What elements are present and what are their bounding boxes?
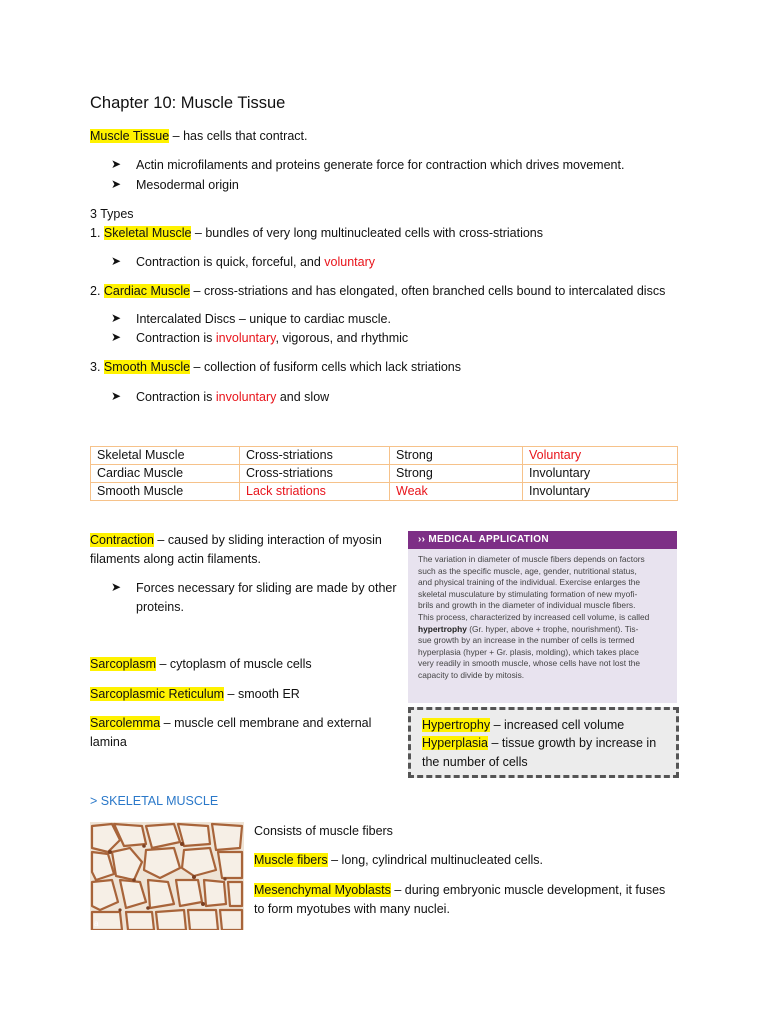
definition-text: – increased cell volume [490,718,625,732]
type-number: 2. [90,284,104,298]
bullet-text: Actin microfilaments and proteins generate force for contraction which drives movement. [136,158,625,172]
body-line: capacity to divide by mitosis. [418,669,525,680]
body-line: skeletal musculature by stimulating formation of new myofi- [418,588,638,599]
table-cell: Involuntary [523,465,678,483]
table-cell: Weak [390,483,523,501]
type-smooth [90,358,461,377]
red-emphasis: involuntary [215,390,277,404]
bullet-text [136,388,329,407]
bullet-text: Intercalated Discs – unique to cardiac muscle. [136,312,391,326]
table-cell: Cardiac Muscle [91,465,240,483]
callout-line [422,734,656,752]
sr-definition [90,685,300,704]
body-line: The variation in diameter of muscle fibers depends on factors [418,554,645,564]
bullet-text [136,329,408,348]
definition-text: – has cells that contract. [169,129,308,143]
bullet-text: proteins. [136,600,184,614]
intro-definition [90,127,307,146]
myoblasts-definition [254,881,665,900]
definition-text: – long, cylindrical multinucleated cells. [327,853,544,867]
bullet-text [136,253,375,272]
callout-line: the number of cells [422,755,528,769]
body-line: sue growth by an increase in the number of cells is termed [418,635,635,646]
sarcoplasm-definition [90,655,312,674]
body-line: brils and growth in the diameter of individual muscle fibers. [418,600,636,611]
table-cell: Skeletal Muscle [91,447,240,465]
muscle-fibers-definition [254,851,543,870]
body-line: very readily in smooth muscle, whose cells have not lost the [418,658,641,669]
type-skeletal [90,224,543,243]
definition-text: filaments along actin filaments. [90,552,261,566]
arrow-bullet-icon: ➤ [111,177,122,191]
table-row [91,483,678,501]
table-cell: Smooth Muscle [91,483,240,501]
muscle-comparison-table [90,446,678,501]
definition-text: – tissue growth by increase in [488,736,657,750]
body-line [418,624,667,636]
hypertrophy-callout [408,707,679,778]
contraction-definition [90,531,382,550]
table-cell: Strong [390,447,523,465]
page-title: Chapter 10: Muscle Tissue [90,94,286,112]
bold-term: hypertrophy [418,623,467,634]
medical-application-body [408,549,677,682]
bullet-part: , vigorous, and rhythmic [275,331,409,345]
table-cell: Lack striations [240,483,390,501]
term-contraction: Contraction [90,533,154,547]
muscle-micrograph-image [90,822,244,930]
definition-text: – during embryonic muscle development, it fuses [390,883,666,897]
arrow-bullet-icon: ➤ [111,389,122,403]
arrow-bullet-icon: ➤ [111,330,122,344]
skeletal-intro: Consists of muscle fibers [254,824,393,838]
arrow-bullet-icon: ➤ [111,580,122,594]
medical-application-box [408,531,677,703]
body-line: This process, characterized by increased cell volume, is called [418,611,650,622]
bullet-text: Forces necessary for sliding are made by other [136,581,397,595]
definition-text: – smooth ER [224,687,300,701]
type-number: 1. [90,226,104,240]
micrograph-cells [90,822,244,930]
term-sarcoplasm: Sarcoplasm [90,657,156,671]
term-sarcoplasmic-reticulum: Sarcoplasmic Reticulum [90,687,225,701]
table-cell: Cross-striations [240,447,390,465]
term-muscle-fibers: Muscle fibers [254,853,328,867]
definition-text: – cytoplasm of muscle cells [156,657,312,671]
bullet-part: Contraction is [136,390,216,404]
arrow-bullet-icon: ➤ [111,157,122,171]
bullet-text: Mesodermal origin [136,178,239,192]
definition-text: – muscle cell membrane and external [160,716,372,730]
types-heading: 3 Types [90,207,134,221]
definition-text: – cross-striations and has elongated, often branched cells bound to intercalated discs [190,284,666,298]
definition-text: – caused by sliding interaction of myosin [153,533,382,547]
medical-application-header: ›› MEDICAL APPLICATION [408,531,677,549]
body-line: and physical training of the individual. Exercise enlarges the [418,577,641,588]
body-line: hyperplasia (hyper + Gr. plasis, molding), which takes place [418,646,639,657]
arrow-bullet-icon: ➤ [111,254,122,268]
bullet-part: Contraction is [136,331,216,345]
red-emphasis: voluntary [324,255,376,269]
arrow-bullet-icon: ➤ [111,311,122,325]
term-muscle-tissue: Muscle Tissue [90,129,170,143]
table-cell: Involuntary [523,483,678,501]
callout-line [422,716,624,734]
term-mesenchymal-myoblasts: Mesenchymal Myoblasts [254,883,391,897]
definition-text: to form myotubes with many nuclei. [254,902,450,916]
table-cell: Voluntary [523,447,678,465]
bullet-part: Contraction is quick, forceful, and [136,255,325,269]
section-heading: > SKELETAL MUSCLE [90,794,219,808]
type-cardiac [90,282,665,301]
definition-text: lamina [90,735,127,749]
body-part: (Gr. hyper, above + trophe, nourishment). Tis- [466,623,639,634]
definition-text: – collection of fusiform cells which lack striations [190,360,461,374]
red-emphasis: involuntary [215,331,276,345]
body-line: such as the specific muscle, age, gender, nutritional status, [418,565,637,576]
table-row [91,465,678,483]
micrograph-label: a [94,919,99,928]
term-hyperplasia: Hyperplasia [422,736,489,750]
term-cardiac-muscle: Cardiac Muscle [103,284,191,298]
term-sarcolemma: Sarcolemma [90,716,161,730]
sarcolemma-definition [90,714,371,733]
type-number: 3. [90,360,104,374]
table-cell: Cross-striations [240,465,390,483]
table-cell: Strong [390,465,523,483]
term-skeletal-muscle: Skeletal Muscle [103,226,192,240]
term-hypertrophy: Hypertrophy [422,718,491,732]
term-smooth-muscle: Smooth Muscle [103,360,191,374]
bullet-part: and slow [276,390,330,404]
table-row [91,447,678,465]
definition-text: – bundles of very long multinucleated cells with cross-striations [191,226,544,240]
